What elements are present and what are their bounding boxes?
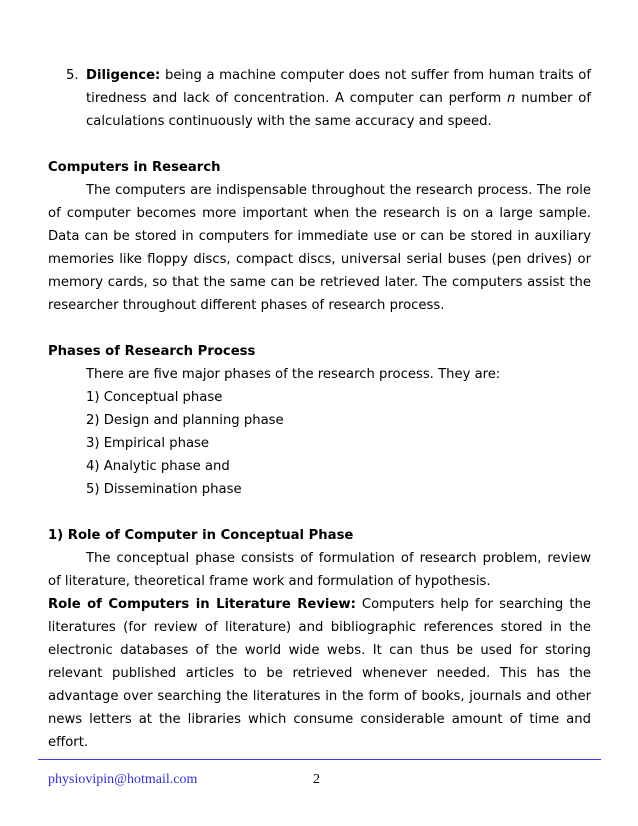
diligence-italic-n: n: [506, 91, 516, 106]
diligence-number: 5.: [66, 68, 79, 83]
diligence-text-before: being a machine computer does not suffer from human traits of tiredness and lack of concentration. A computer can perform: [86, 68, 591, 106]
spacer: [48, 317, 591, 340]
phases-list: [48, 386, 591, 501]
page-content: [48, 64, 591, 754]
conceptual-heading: 1) Role of Computer in Conceptual Phase: [48, 528, 354, 543]
footer-rule: [38, 759, 601, 760]
phase-item: 2) Design and planning phase: [86, 413, 284, 428]
diligence-item: [48, 64, 591, 133]
research-paragraph: The computers are indispensable throughout the research process. The role of computer becomes more important when the research is on a large sample. Data can be stored in computers for immediate use or can be stored in auxiliary memories like floppy discs, compact discs, universal serial buses (pen drives) or memory cards, so that the same can be retrieved later. The computers assist the researcher throughout different phases of research process.: [48, 183, 591, 313]
page-number: 2: [313, 772, 320, 787]
spacer: [48, 501, 591, 524]
phase-item: 3) Empirical phase: [86, 436, 210, 451]
phase-item: 4) Analytic phase and: [86, 459, 230, 474]
spacer: [48, 133, 591, 156]
literature-review-text: Computers help for searching the literatures (for review of literature) and bibliographic references stored in the electronic databases of the world wide webs. It can thus be used for storing relevant published articles to be retrieved whenever needed. This has the advantage over searching the literatures in the form of books, journals and other news letters at the libraries which consume considerable amount of time and effort.: [48, 597, 591, 750]
phase-item: 1) Conceptual phase: [86, 390, 223, 405]
phases-heading: Phases of Research Process: [48, 344, 256, 359]
diligence-paragraph: [86, 64, 591, 133]
footer-email: physiovipin@hotmail.com: [48, 772, 198, 787]
phase-item: 5) Dissemination phase: [86, 482, 242, 497]
conceptual-paragraph: The conceptual phase consists of formulation of research problem, review of literature, theoretical frame work and formulation of hypothesis.: [48, 551, 591, 589]
diligence-term: Diligence:: [86, 68, 161, 83]
literature-review-paragraph: [48, 593, 591, 754]
literature-review-heading: Role of Computers in Literature Review:: [48, 597, 356, 612]
research-heading: Computers in Research: [48, 160, 221, 175]
diligence-text-after: number of calculations continuously with the same accuracy and speed.: [86, 91, 591, 129]
phases-intro: There are five major phases of the research process. They are:: [86, 367, 501, 382]
